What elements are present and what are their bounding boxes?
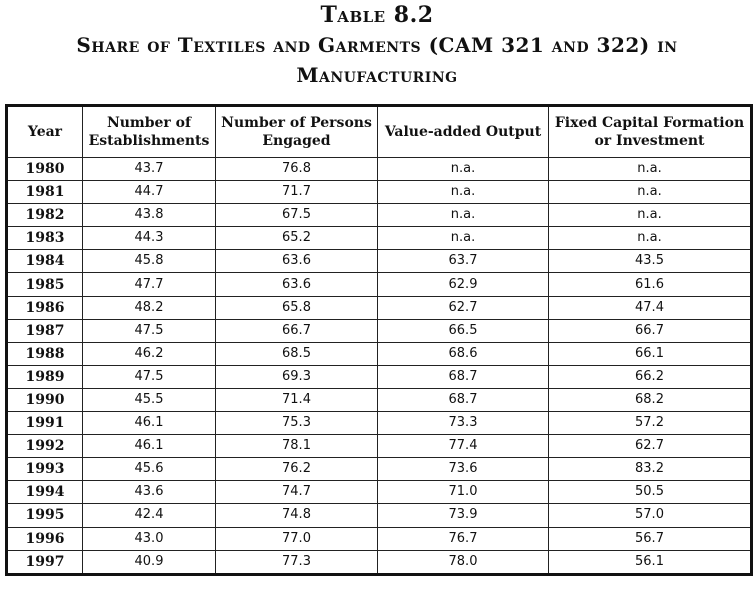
cell-fixed-capital: n.a. [549,204,752,227]
header-value-added: Value-added Output [378,106,549,158]
cell-value-added: n.a. [378,158,549,181]
cell-fixed-capital: 83.2 [549,458,752,481]
table-row [7,273,752,296]
cell-persons-engaged: 67.5 [216,204,378,227]
cell-persons-engaged: 74.7 [216,481,378,504]
cell-value-added: n.a. [378,181,549,204]
cell-fixed-capital: 57.2 [549,412,752,435]
cell-persons-engaged: 69.3 [216,365,378,388]
header-fixed-capital: Fixed Capital Formation or Investment [549,106,752,158]
cell-persons-engaged: 75.3 [216,412,378,435]
cell-establishments: 44.7 [83,181,216,204]
cell-establishments: 47.5 [83,365,216,388]
cell-value-added: 66.5 [378,319,549,342]
table-row [7,158,752,181]
cell-year: 1987 [7,319,83,342]
table-number: Table 8.2 [320,2,434,28]
cell-value-added: 62.7 [378,296,549,319]
cell-fixed-capital: 50.5 [549,481,752,504]
cell-year: 1980 [7,158,83,181]
cell-persons-engaged: 63.6 [216,273,378,296]
cell-value-added: 77.4 [378,435,549,458]
cell-persons-engaged: 77.0 [216,527,378,550]
cell-value-added: 76.7 [378,527,549,550]
cell-establishments: 48.2 [83,296,216,319]
cell-fixed-capital: n.a. [549,181,752,204]
cell-persons-engaged: 65.2 [216,227,378,250]
cell-establishments: 46.1 [83,412,216,435]
cell-value-added: 68.7 [378,365,549,388]
cell-value-added: 73.6 [378,458,549,481]
cell-year: 1990 [7,388,83,411]
cell-year: 1985 [7,273,83,296]
cell-establishments: 46.1 [83,435,216,458]
cell-fixed-capital: 66.1 [549,342,752,365]
cell-persons-engaged: 63.6 [216,250,378,273]
table-row [7,412,752,435]
cell-fixed-capital: 66.2 [549,365,752,388]
table-row [7,504,752,527]
cell-persons-engaged: 68.5 [216,342,378,365]
cell-year: 1994 [7,481,83,504]
cell-persons-engaged: 77.3 [216,550,378,574]
table-row [7,181,752,204]
table-row [7,250,752,273]
cell-value-added: 68.7 [378,388,549,411]
cell-year: 1984 [7,250,83,273]
cell-year: 1991 [7,412,83,435]
header-establishments: Number of Establishments [83,106,216,158]
cell-year: 1986 [7,296,83,319]
cell-establishments: 43.6 [83,481,216,504]
cell-persons-engaged: 78.1 [216,435,378,458]
table-body [7,158,752,575]
header-row [7,106,752,158]
cell-year: 1997 [7,550,83,574]
cell-year: 1989 [7,365,83,388]
cell-establishments: 45.6 [83,458,216,481]
cell-value-added: n.a. [378,204,549,227]
table-row [7,435,752,458]
table-row [7,458,752,481]
cell-value-added: 71.0 [378,481,549,504]
cell-establishments: 43.8 [83,204,216,227]
cell-value-added: 73.9 [378,504,549,527]
cell-persons-engaged: 65.8 [216,296,378,319]
cell-establishments: 43.0 [83,527,216,550]
table-title-continued: Manufacturing [296,63,458,87]
cell-value-added: 73.3 [378,412,549,435]
cell-establishments: 43.7 [83,158,216,181]
cell-fixed-capital: n.a. [549,158,752,181]
cell-value-added: n.a. [378,227,549,250]
table-row [7,550,752,574]
cell-year: 1993 [7,458,83,481]
table-row [7,204,752,227]
table-row [7,342,752,365]
cell-year: 1992 [7,435,83,458]
cell-persons-engaged: 71.4 [216,388,378,411]
table-row [7,481,752,504]
cell-persons-engaged: 66.7 [216,319,378,342]
table-row [7,227,752,250]
cell-year: 1983 [7,227,83,250]
cell-value-added: 63.7 [378,250,549,273]
table-row [7,527,752,550]
header-year: Year [7,106,83,158]
cell-fixed-capital: 62.7 [549,435,752,458]
cell-year: 1996 [7,527,83,550]
cell-establishments: 42.4 [83,504,216,527]
cell-fixed-capital: 61.6 [549,273,752,296]
table-row [7,365,752,388]
cell-establishments: 46.2 [83,342,216,365]
cell-persons-engaged: 74.8 [216,504,378,527]
cell-fixed-capital: 56.1 [549,550,752,574]
cell-establishments: 45.8 [83,250,216,273]
cell-value-added: 62.9 [378,273,549,296]
cell-value-added: 68.6 [378,342,549,365]
cell-fixed-capital: 57.0 [549,504,752,527]
cell-fixed-capital: 43.5 [549,250,752,273]
cell-fixed-capital: n.a. [549,227,752,250]
cell-fixed-capital: 68.2 [549,388,752,411]
cell-establishments: 44.3 [83,227,216,250]
cell-fixed-capital: 56.7 [549,527,752,550]
cell-year: 1995 [7,504,83,527]
table-row [7,319,752,342]
cell-persons-engaged: 76.2 [216,458,378,481]
table-caption [0,0,754,90]
cell-establishments: 40.9 [83,550,216,574]
cell-year: 1988 [7,342,83,365]
table-row [7,296,752,319]
table-title: Share of Textiles and Garments (CAM 321 and 322) in [76,33,678,57]
cell-year: 1982 [7,204,83,227]
cell-establishments: 47.7 [83,273,216,296]
cell-fixed-capital: 66.7 [549,319,752,342]
header-persons-engaged: Number of Persons Engaged [216,106,378,158]
cell-year: 1981 [7,181,83,204]
table-row [7,388,752,411]
cell-persons-engaged: 76.8 [216,158,378,181]
cell-persons-engaged: 71.7 [216,181,378,204]
cell-value-added: 78.0 [378,550,549,574]
cell-fixed-capital: 47.4 [549,296,752,319]
share-table [5,104,753,576]
cell-establishments: 47.5 [83,319,216,342]
cell-establishments: 45.5 [83,388,216,411]
